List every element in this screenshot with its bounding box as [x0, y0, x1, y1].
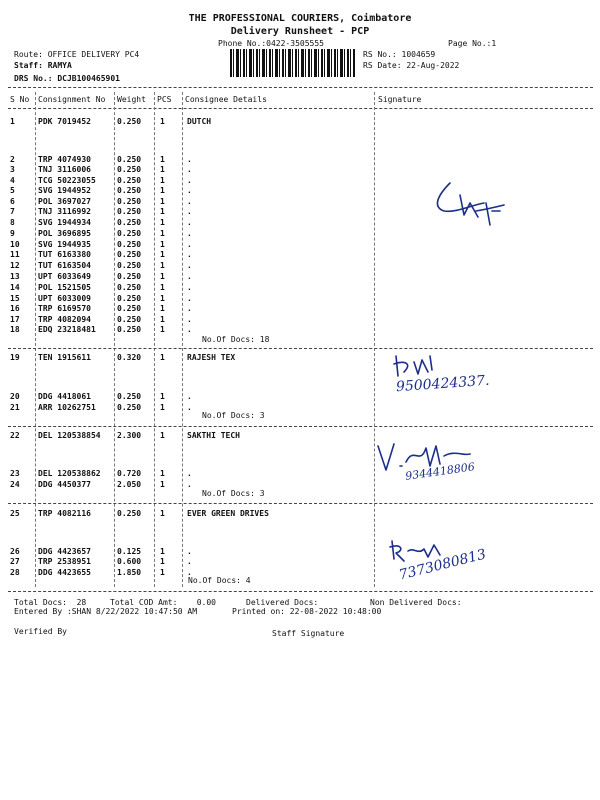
cell-sno: 13	[10, 272, 20, 281]
cell-con: POL 3697027	[38, 197, 91, 206]
cell-details: SAKTHI TECH	[187, 431, 240, 440]
cell-sno: 27	[10, 557, 20, 566]
non-delivered-docs: Non Delivered Docs:	[370, 598, 462, 607]
cell-sno: 7	[10, 207, 15, 216]
cell-details: .	[187, 392, 192, 401]
col-weight: Weight	[117, 95, 146, 104]
cell-sno: 4	[10, 176, 15, 185]
cell-details: .	[187, 229, 192, 238]
cell-pcs: 1	[160, 315, 165, 324]
cell-sno: 20	[10, 392, 20, 401]
group-doc-count: No.Of Docs: 3	[202, 411, 265, 420]
cell-details: .	[187, 557, 192, 566]
cell-con: TRP 2538951	[38, 557, 91, 566]
cell-con: TRP 4082094	[38, 315, 91, 324]
signature-phone: 9500424337.	[395, 372, 490, 396]
cell-pcs: 1	[160, 165, 165, 174]
rs-number: RS No.: 1004659	[363, 50, 436, 59]
cell-con: TEN 1915611	[38, 353, 91, 362]
verified-by: Verified By	[14, 627, 67, 636]
cell-details: .	[187, 240, 192, 249]
column-rule	[114, 92, 115, 587]
cell-sno: 8	[10, 218, 15, 227]
cell-wt: 0.250	[117, 403, 142, 412]
cell-con: ARR 10262751	[38, 403, 96, 412]
divider	[8, 87, 593, 88]
barcode	[230, 49, 355, 77]
cell-details: DUTCH	[187, 117, 212, 126]
cell-sno: 26	[10, 547, 20, 556]
cell-details: .	[187, 547, 192, 556]
cell-pcs: 1	[160, 229, 165, 238]
cell-con: TRP 6169570	[38, 304, 91, 313]
cell-wt: 0.250	[117, 117, 142, 126]
cell-pcs: 1	[160, 261, 165, 270]
drs-number: DRS No.: DCJB100465901	[14, 74, 120, 83]
cell-details: .	[187, 469, 192, 478]
cell-wt: 0.250	[117, 207, 142, 216]
total-docs: Total Docs: 28	[14, 598, 87, 607]
cell-wt: 0.250	[117, 218, 142, 227]
cell-wt: 0.250	[117, 250, 142, 259]
cell-con: POL 1521505	[38, 283, 91, 292]
cell-sno: 5	[10, 186, 15, 195]
printed-on: Printed on: 22-08-2022 10:48:00	[232, 607, 382, 616]
cell-con: SVG 1944935	[38, 240, 91, 249]
cell-wt: 2.050	[117, 480, 142, 489]
cell-details: .	[187, 304, 192, 313]
cell-pcs: 1	[160, 557, 165, 566]
cell-details: .	[187, 480, 192, 489]
cell-sno: 2	[10, 155, 15, 164]
cell-wt: 0.250	[117, 315, 142, 324]
cell-con: DEL 120538862	[38, 469, 101, 478]
cell-details: .	[187, 250, 192, 259]
page-number: Page No.:1	[448, 39, 497, 48]
cell-details: .	[187, 218, 192, 227]
cell-wt: 0.250	[117, 155, 142, 164]
cell-con: TNJ 3116006	[38, 165, 91, 174]
cell-wt: 0.125	[117, 547, 142, 556]
cell-details: RAJESH TEX	[187, 353, 236, 362]
cell-pcs: 1	[160, 325, 165, 334]
cell-details: .	[187, 403, 192, 412]
cell-wt: 0.250	[117, 325, 142, 334]
cell-sno: 14	[10, 283, 20, 292]
group-divider	[8, 503, 593, 504]
cell-pcs: 1	[160, 218, 165, 227]
group-divider	[8, 348, 593, 349]
cell-details: .	[187, 176, 192, 185]
cell-sno: 19	[10, 353, 20, 362]
cell-sno: 11	[10, 250, 20, 259]
cell-pcs: 1	[160, 403, 165, 412]
cell-sno: 18	[10, 325, 20, 334]
cell-wt: 0.600	[117, 557, 142, 566]
cell-sno: 22	[10, 431, 20, 440]
cell-pcs: 1	[160, 155, 165, 164]
signature-phone: 7373080813	[397, 546, 488, 584]
col-consignee: Consignee Details	[185, 95, 267, 104]
cell-con: DDG 4423655	[38, 568, 91, 577]
cell-con: DDG 4450377	[38, 480, 91, 489]
cell-sno: 9	[10, 229, 15, 238]
cell-pcs: 1	[160, 272, 165, 281]
cell-pcs: 1	[160, 547, 165, 556]
cell-pcs: 1	[160, 294, 165, 303]
cell-con: UPT 6033649	[38, 272, 91, 281]
staff-signature: Staff Signature	[272, 629, 345, 638]
cell-wt: 0.250	[117, 272, 142, 281]
rs-date: RS Date: 22-Aug-2022	[363, 61, 460, 70]
entered-by: Entered By :SHAN 8/22/2022 10:47:50 AM	[14, 607, 198, 616]
cell-sno: 6	[10, 197, 15, 206]
cell-sno: 10	[10, 240, 20, 249]
cell-con: TNJ 3116992	[38, 207, 91, 216]
cell-con: TRP 4074930	[38, 155, 91, 164]
total-cod: Total COD Amt: 0.00	[110, 598, 216, 607]
cell-sno: 28	[10, 568, 20, 577]
cell-pcs: 1	[160, 250, 165, 259]
cell-con: PDK 7019452	[38, 117, 91, 126]
cell-sno: 17	[10, 315, 20, 324]
cell-details: EVER GREEN DRIVES	[187, 509, 269, 518]
cell-wt: 0.720	[117, 469, 142, 478]
cell-wt: 0.250	[117, 197, 142, 206]
cell-details: .	[187, 272, 192, 281]
col-sno: S No	[10, 95, 30, 104]
cell-sno: 1	[10, 117, 15, 126]
cell-wt: 2.300	[117, 431, 142, 440]
cell-details: .	[187, 568, 192, 577]
divider	[8, 108, 593, 109]
cell-wt: 0.250	[117, 283, 142, 292]
cell-con: TUT 6163504	[38, 261, 91, 270]
cell-con: TUT 6163380	[38, 250, 91, 259]
cell-wt: 0.250	[117, 176, 142, 185]
column-rule	[154, 92, 155, 587]
cell-pcs: 1	[160, 207, 165, 216]
cell-pcs: 1	[160, 392, 165, 401]
group-divider	[8, 591, 593, 592]
cell-pcs: 1	[160, 469, 165, 478]
column-rule	[374, 92, 375, 587]
cell-wt: 0.250	[117, 186, 142, 195]
cell-con: DDG 4418061	[38, 392, 91, 401]
cell-wt: 0.250	[117, 294, 142, 303]
column-rule	[182, 92, 183, 587]
group-doc-count: No.Of Docs: 3	[202, 489, 265, 498]
cell-pcs: 1	[160, 197, 165, 206]
cell-con: POL 3696895	[38, 229, 91, 238]
cell-details: .	[187, 155, 192, 164]
cell-con: DDG 4423657	[38, 547, 91, 556]
phone-number: Phone No.:0422-3505555	[218, 39, 324, 48]
cell-con: UPT 6033009	[38, 294, 91, 303]
cell-pcs: 1	[160, 480, 165, 489]
cell-pcs: 1	[160, 283, 165, 292]
cell-sno: 16	[10, 304, 20, 313]
route: Route: OFFICE DELIVERY PC4	[14, 50, 140, 59]
cell-con: SVG 1944952	[38, 186, 91, 195]
cell-wt: 0.250	[117, 509, 142, 518]
cell-con: TCG 50223055	[38, 176, 96, 185]
cell-wt: 0.320	[117, 353, 142, 362]
delivered-docs: Delivered Docs:	[246, 598, 319, 607]
cell-pcs: 1	[160, 176, 165, 185]
col-signature: Signature	[378, 95, 422, 104]
staff: Staff: RAMYA	[14, 61, 72, 70]
cell-con: SVG 1944934	[38, 218, 91, 227]
col-consignment: Consignment No	[38, 95, 106, 104]
cell-sno: 3	[10, 165, 15, 174]
cell-wt: 0.250	[117, 229, 142, 238]
signature-phone: 9344418806	[404, 460, 476, 483]
cell-pcs: 1	[160, 186, 165, 195]
cell-pcs: 1	[160, 240, 165, 249]
cell-details: .	[187, 165, 192, 174]
col-pcs: PCS	[157, 95, 172, 104]
cell-wt: 1.850	[117, 568, 142, 577]
cell-wt: 0.250	[117, 261, 142, 270]
cell-details: .	[187, 325, 192, 334]
cell-con: DEL 120538854	[38, 431, 101, 440]
cell-sno: 25	[10, 509, 20, 518]
runsheet-title: Delivery Runsheet - PCP	[230, 26, 370, 37]
group-doc-count: No.Of Docs: 18	[202, 335, 270, 344]
cell-details: .	[187, 197, 192, 206]
cell-con: EDQ 23218481	[38, 325, 96, 334]
cell-pcs: 1	[160, 353, 165, 362]
cell-details: .	[187, 294, 192, 303]
cell-wt: 0.250	[117, 304, 142, 313]
cell-pcs: 1	[160, 568, 165, 577]
cell-wt: 0.250	[117, 392, 142, 401]
group-doc-count: No.Of Docs: 4	[188, 576, 251, 585]
cell-wt: 0.250	[117, 165, 142, 174]
cell-details: .	[187, 315, 192, 324]
cell-pcs: 1	[160, 117, 165, 126]
cell-con: TRP 4082116	[38, 509, 91, 518]
cell-sno: 12	[10, 261, 20, 270]
column-rule	[35, 92, 36, 587]
company-title: THE PROFESSIONAL COURIERS, Coimbatore	[188, 13, 412, 24]
cell-details: .	[187, 186, 192, 195]
cell-wt: 0.250	[117, 240, 142, 249]
cell-sno: 24	[10, 480, 20, 489]
cell-sno: 21	[10, 403, 20, 412]
cell-pcs: 1	[160, 509, 165, 518]
cell-details: .	[187, 283, 192, 292]
signature-scribble	[430, 175, 520, 245]
cell-details: .	[187, 207, 192, 216]
cell-sno: 23	[10, 469, 20, 478]
cell-pcs: 1	[160, 304, 165, 313]
cell-pcs: 1	[160, 431, 165, 440]
group-divider	[8, 426, 593, 427]
cell-details: .	[187, 261, 192, 270]
cell-sno: 15	[10, 294, 20, 303]
